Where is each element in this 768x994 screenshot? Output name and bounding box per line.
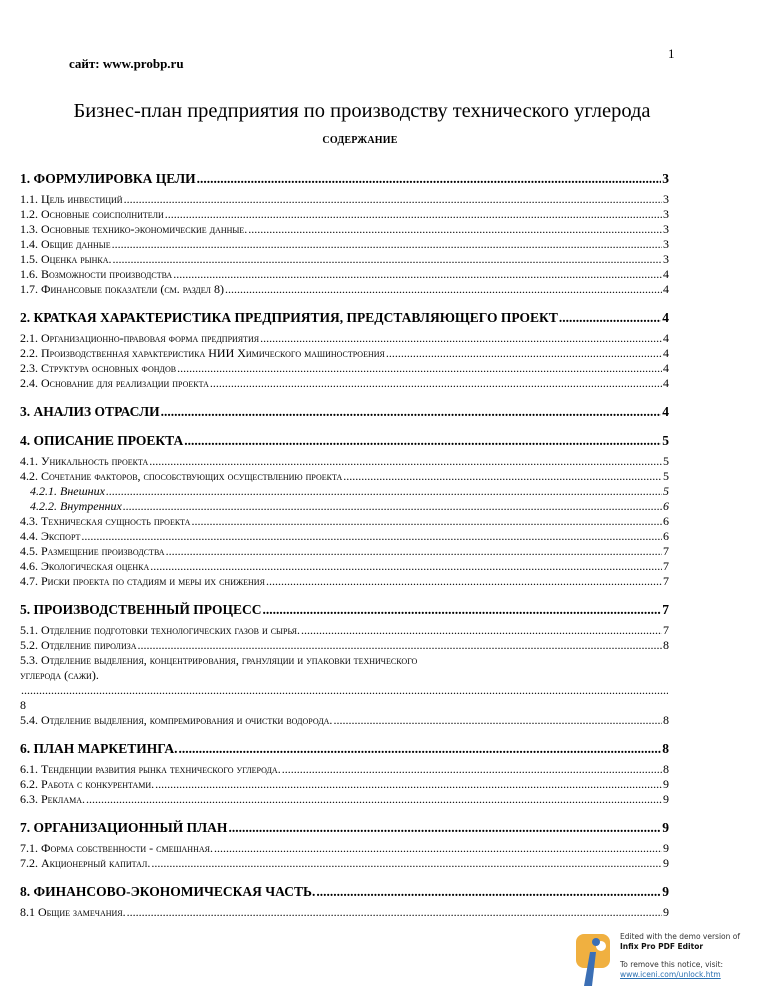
toc-dot-leader xyxy=(178,740,661,757)
toc-entry-title: 5. ПРОИЗВОДСТВЕННЫЙ ПРОЦЕСС xyxy=(20,602,262,617)
toc-entry-title: 8. ФИНАНСОВО-ЭКОНОМИЧЕСКАЯ ЧАСТЬ. xyxy=(20,884,316,899)
toc-subsection-entry[interactable] xyxy=(20,237,669,252)
toc-dot-leader xyxy=(155,777,662,792)
toc-entry-title: 5.2. Отделение пиролиза xyxy=(20,638,137,652)
toc-section-entry[interactable] xyxy=(20,432,669,449)
toc-dot-leader xyxy=(138,638,662,653)
toc-dot-leader xyxy=(184,432,661,449)
toc-entry-title: 1.4. Общие данные xyxy=(20,237,111,251)
toc-page-number: 4 xyxy=(663,282,669,296)
toc-page-number: 4 xyxy=(663,376,669,390)
toc-dot-leader xyxy=(282,762,662,777)
toc-section-entry[interactable] xyxy=(20,170,669,187)
toc-page-number: 9 xyxy=(663,777,669,791)
toc-entry-title: 4.5. Размещение производства xyxy=(20,544,165,558)
toc-entry-title: 5.1. Отделение подготовки технологических газов и сырья. xyxy=(20,623,300,637)
document-title: Бизнес-план предприятия по производству технического углерода xyxy=(73,100,651,122)
toc-subsection-entry[interactable] xyxy=(20,346,669,361)
toc-page-number: 9 xyxy=(663,792,669,806)
toc-page-number: 3 xyxy=(663,252,669,266)
toc-page-number: 4 xyxy=(663,361,669,375)
toc-entry-title: 5.4. Отделение выделения, компремирования и очистки водорода. xyxy=(20,713,333,727)
toc-page-number: 3 xyxy=(663,237,669,251)
toc-subsection-entry[interactable] xyxy=(20,653,669,713)
toc-page-number: 3 xyxy=(662,171,669,186)
toc-entry-title: 1.3. Основные технико-экономические данные. xyxy=(20,222,248,236)
toc-entry-title: 6.2. Работа с конкурентами. xyxy=(20,777,155,791)
toc-subsection-entry[interactable] xyxy=(20,361,669,376)
toc-dot-leader xyxy=(191,514,662,529)
toc-entry-title: 1.6. Возможности производства xyxy=(20,267,173,281)
toc-page-number: 9 xyxy=(663,905,669,919)
toc-page-number: 7 xyxy=(663,559,669,573)
toc-entry-title: 4.4. Экспорт xyxy=(20,529,81,543)
toc-dot-leader xyxy=(112,237,662,252)
toc-subsection-entry[interactable] xyxy=(20,905,669,920)
toc-entry-title: 4.2.2. Внутренних xyxy=(30,499,122,513)
toc-entry-title: 2. КРАТКАЯ ХАРАКТЕРИСТИКА ПРЕДПРИЯТИЯ, ПРЕДСТАВЛЯЮЩЕГО ПРОЕКТ xyxy=(20,310,558,325)
toc-subsection-entry[interactable] xyxy=(20,841,669,856)
toc-subsection-entry[interactable] xyxy=(20,777,669,792)
toc-subsection-entry[interactable] xyxy=(20,252,669,267)
toc-dot-leader xyxy=(123,499,662,514)
toc-dot-leader xyxy=(266,574,662,589)
toc-subsection-entry[interactable] xyxy=(20,207,669,222)
toc-entry-title: 3. АНАЛИЗ ОТРАСЛИ xyxy=(20,404,160,419)
toc-dot-leader xyxy=(386,346,662,361)
toc-entry-title: 4.2. Сочетание факторов, способствующих осуществлению проекта xyxy=(20,469,343,483)
toc-page-number: 3 xyxy=(663,222,669,236)
toc-dot-leader xyxy=(559,309,661,326)
toc-entry-title: 6.3. Реклама. xyxy=(20,792,85,806)
toc-page-number: 9 xyxy=(662,820,669,835)
toc-subsection-entry[interactable] xyxy=(20,856,669,871)
toc-entry-title: 1.5. Оценка рынка. xyxy=(20,252,112,266)
toc-dot-leader xyxy=(343,469,662,484)
toc-subsection-entry[interactable] xyxy=(20,762,669,777)
toc-entry-title: 2.1. Организационно-правовая форма предприятия xyxy=(20,331,260,345)
toc-entry-title: 2.2. Производственная характеристика НИИ Химического машиностроения xyxy=(20,346,385,360)
toc-subsection-entry[interactable] xyxy=(20,282,669,297)
toc-subsection-entry[interactable] xyxy=(20,529,669,544)
toc-subsection-entry[interactable] xyxy=(20,544,669,559)
toc-dot-leader xyxy=(81,529,662,544)
toc-subsection-entry[interactable] xyxy=(20,222,669,237)
toc-subsection-entry[interactable] xyxy=(20,623,669,638)
page-number: 1 xyxy=(668,46,675,61)
toc-page-number: 7 xyxy=(662,602,669,617)
toc-page-number: 9 xyxy=(663,841,669,855)
toc-entry-title: 7.1. Форма собственности - смешанная. xyxy=(20,841,213,855)
toc-entry-title: 4.3. Техническая сущность проекта xyxy=(20,514,191,528)
toc-page-number: 9 xyxy=(663,856,669,870)
toc-entry-title: 4.7. Риски проекта по стадиям и меры их снижения xyxy=(20,574,265,588)
toc-dot-leader xyxy=(333,713,662,728)
watermark-link[interactable]: www.iceni.com/unlock.htm xyxy=(620,970,721,979)
toc-dot-leader xyxy=(228,819,661,836)
toc-subsection-entry[interactable] xyxy=(20,469,669,484)
toc-page-number: 6 xyxy=(663,499,669,513)
toc-entry-title: 4.2.1. Внешних xyxy=(30,484,105,498)
editor-watermark xyxy=(574,930,762,990)
toc-page-number: 8 xyxy=(663,638,669,652)
watermark-line-3: To remove this notice, visit: xyxy=(620,960,724,969)
toc-subsection-entry[interactable] xyxy=(20,638,669,653)
toc-entry-title: 1.2. Основные соисполнители xyxy=(20,207,164,221)
toc-dot-leader xyxy=(86,792,662,807)
toc-entry-title: 6. ПЛАН МАРКЕТИНГА. xyxy=(20,741,178,756)
toc-subsection-entry[interactable] xyxy=(20,376,669,391)
toc-page-number: 4 xyxy=(663,331,669,345)
toc-entry-title: 5.3. Отделение выделения, концентрирования, грануляции и упаковки технического xyxy=(20,653,418,667)
toc-subsection-entry[interactable] xyxy=(20,713,669,728)
watermark-line-2: Infix Pro PDF Editor xyxy=(620,942,704,951)
toc-entry-title: 1. ФОРМУЛИРОВКА ЦЕЛИ xyxy=(20,171,196,186)
toc-subsection-entry[interactable] xyxy=(20,454,669,469)
toc-page-number: 4 xyxy=(663,346,669,360)
toc-entry-title: 7.2. Акционерный капитал. xyxy=(20,856,151,870)
toc-dot-leader xyxy=(151,856,662,871)
toc-page-number: 7 xyxy=(663,544,669,558)
toc-subsection-entry[interactable] xyxy=(20,559,669,574)
toc-dot-leader xyxy=(177,361,662,376)
toc-dot-leader xyxy=(150,559,662,574)
toc-page-number: 5 xyxy=(663,484,669,498)
toc-subsection-entry[interactable] xyxy=(20,792,669,807)
toc-page-number: 4 xyxy=(662,310,669,325)
toc-dot-leader xyxy=(301,623,662,638)
toc-page-number: 7 xyxy=(663,574,669,588)
site-url: сайт: www.probp.ru xyxy=(69,56,184,71)
table-of-contents xyxy=(20,160,669,920)
toc-dot-leader xyxy=(214,841,662,856)
toc-section-entry[interactable] xyxy=(20,403,669,420)
toc-dot-leader xyxy=(124,192,662,207)
toc-page-number: 8 xyxy=(663,762,669,776)
toc-entry-title: 6.1. Тенденции развития рынка технического углерода. xyxy=(20,762,281,776)
toc-dot-leader xyxy=(149,454,662,469)
toc-page-number: 5 xyxy=(663,454,669,468)
toc-page-number: 3 xyxy=(663,192,669,206)
toc-dot-leader xyxy=(173,267,662,282)
toc-entry-title: 4. ОПИСАНИЕ ПРОЕКТА xyxy=(20,433,184,448)
toc-dot-leader xyxy=(316,883,661,900)
toc-dot-leader xyxy=(225,282,662,297)
toc-dot-leader xyxy=(127,905,662,920)
toc-dot-leader xyxy=(113,252,662,267)
toc-entry-title-continuation: углерода (сажи). xyxy=(20,668,99,682)
toc-subsection-entry[interactable] xyxy=(20,267,669,282)
toc-subsection-entry[interactable] xyxy=(20,514,669,529)
toc-page-number: 8 xyxy=(663,713,669,727)
toc-page-number: 4 xyxy=(663,267,669,281)
toc-entry-title: 2.3. Структура основных фондов xyxy=(20,361,177,375)
toc-page-number: 3 xyxy=(663,207,669,221)
toc-dot-leader xyxy=(210,376,662,391)
toc-page-number: 8 xyxy=(20,698,26,712)
toc-page-number: 5 xyxy=(662,433,669,448)
toc-entry-title: 1.1. Цель инвестиций xyxy=(20,192,123,206)
toc-subsection-entry[interactable] xyxy=(20,499,669,514)
toc-entry-title: 2.4. Основание для реализации проекта xyxy=(20,376,209,390)
infix-logo-icon xyxy=(574,930,614,990)
toc-dot-leader xyxy=(166,544,662,559)
toc-subsection-entry[interactable] xyxy=(20,574,669,589)
toc-page-number: 7 xyxy=(663,623,669,637)
toc-section-entry[interactable] xyxy=(20,819,669,836)
toc-subsection-entry[interactable] xyxy=(20,484,669,499)
toc-entry-title: 4.6. Экологическая оценка xyxy=(20,559,150,573)
toc-section-entry[interactable] xyxy=(20,601,669,618)
watermark-line-1: Edited with the demo version of xyxy=(620,932,741,941)
toc-entry-title: 8.1 Общие замечания. xyxy=(20,905,126,919)
toc-dot-leader xyxy=(106,484,662,499)
toc-dot-leader xyxy=(262,601,661,618)
toc-page-number: 5 xyxy=(663,469,669,483)
toc-page-number: 8 xyxy=(662,741,669,756)
toc-page-number: 9 xyxy=(662,884,669,899)
toc-dot-leader xyxy=(197,170,662,187)
toc-section-entry[interactable] xyxy=(20,309,669,326)
toc-page-number: 6 xyxy=(663,529,669,543)
toc-dot-leader xyxy=(165,207,662,222)
toc-page-number: 6 xyxy=(663,514,669,528)
toc-subsection-entry[interactable] xyxy=(20,331,669,346)
toc-entry-title: 4.1. Уникальность проекта xyxy=(20,454,149,468)
toc-entry-title: 7. ОРГАНИЗАЦИОННЫЙ ПЛАН xyxy=(20,820,228,835)
toc-section-entry[interactable] xyxy=(20,883,669,900)
toc-dot-leader xyxy=(161,403,662,420)
toc-dot-leader xyxy=(248,222,662,237)
toc-dot-leader xyxy=(21,683,668,698)
toc-section-entry[interactable] xyxy=(20,740,669,757)
toc-page-number: 4 xyxy=(662,404,669,419)
toc-heading: СОДЕРЖАНИЕ xyxy=(322,135,398,146)
toc-dot-leader xyxy=(260,331,662,346)
toc-entry-title: 1.7. Финансовые показатели (см. раздел 8) xyxy=(20,282,224,296)
toc-subsection-entry[interactable] xyxy=(20,192,669,207)
